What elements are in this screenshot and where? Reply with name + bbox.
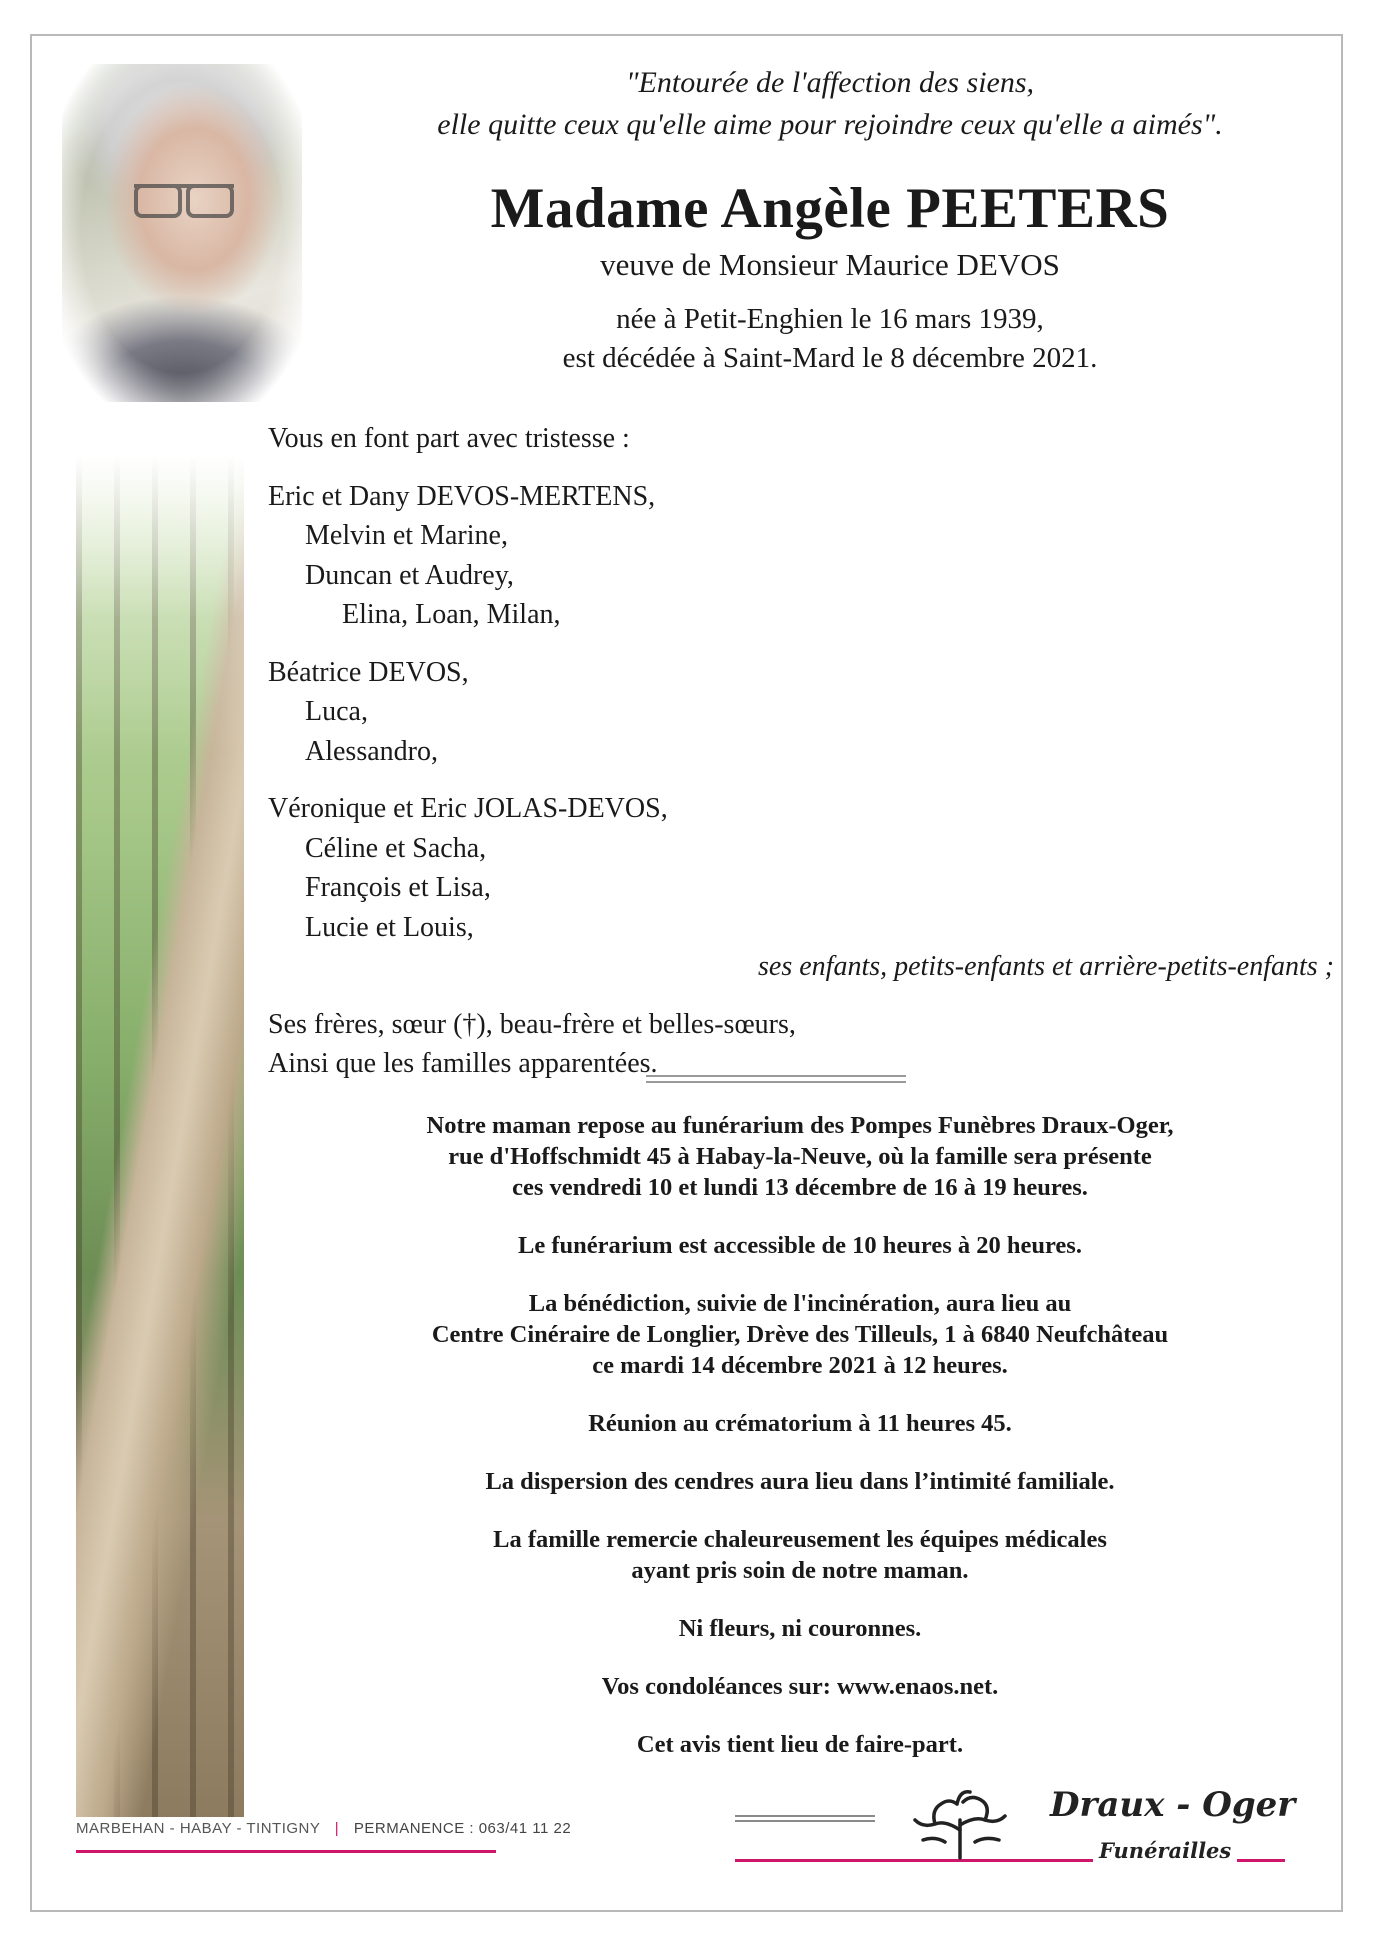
thanks-line: ayant pris soin de notre maman. — [631, 1557, 969, 1584]
family-relation: ses enfants, petits-enfants et arrière-petits-enfants ; — [758, 951, 1334, 982]
footer-contact — [76, 1820, 571, 1837]
deceased-name: Madame Angèle PEETERS — [490, 177, 1170, 240]
family-child: Luca, — [305, 696, 368, 727]
forest-path-image — [76, 456, 244, 1817]
family-intro: Vous en font part avec tristesse : — [268, 423, 630, 454]
family-head: Eric et Dany DEVOS-MERTENS, — [268, 480, 656, 512]
widow-of: veuve de Monsieur Maurice DEVOS — [600, 247, 1060, 282]
quote-line: elle quitte ceux qu'elle aime pour rejoindre ceux qu'elle a aimés". — [437, 108, 1223, 141]
death-line: est décédée à Saint-Mard le 8 décembre 2021. — [562, 342, 1098, 374]
condolences-line: Vos condoléances sur: www.enaos.net. — [601, 1673, 999, 1700]
meeting-line: Réunion au crématorium à 11 heures 45. — [588, 1410, 1012, 1437]
footer-permanence: PERMANENCE : 063/41 11 22 — [353, 1820, 572, 1837]
family-head: Béatrice DEVOS, — [268, 656, 469, 688]
glasses-detail — [134, 184, 234, 218]
footer-locations: MARBEHAN - HABAY - TINTIGNY — [76, 1820, 321, 1837]
portrait-photo — [62, 64, 302, 402]
family-announcement — [268, 419, 1348, 1084]
access-line: Le funérarium est accessible de 10 heures à 20 heures. — [518, 1232, 1082, 1259]
logo-double-rule — [735, 1815, 875, 1822]
epitaph-quote — [330, 62, 1330, 146]
tree-logo-icon — [905, 1780, 1015, 1860]
notice-line: Cet avis tient lieu de faire-part. — [636, 1731, 964, 1758]
brand-name: Draux - Oger — [1050, 1785, 1296, 1825]
family-grandchild: Elina, Loan, Milan, — [342, 599, 561, 630]
family-child: Céline et Sacha, — [305, 832, 487, 864]
family-child: Duncan et Audrey, — [305, 559, 514, 591]
birth-line: née à Petit-Enghien le 16 mars 1939, — [616, 303, 1044, 335]
ceremony-line: Centre Cinéraire de Longlier, Drève des Tilleuls, 1 à 6840 Neufchâteau — [431, 1321, 1169, 1348]
footer-accent-line — [76, 1850, 496, 1853]
siblings-line: Ses frères, sœur (†), beau-frère et belles-sœurs, — [268, 1008, 796, 1040]
life-dates — [330, 300, 1330, 378]
flowers-line: Ni fleurs, ni couronnes. — [678, 1615, 922, 1642]
rest-line: ces vendredi 10 et lundi 13 décembre de 16 à 19 heures. — [512, 1174, 1088, 1201]
family-head: Véronique et Eric JOLAS-DEVOS, — [268, 793, 668, 824]
family-child: Alessandro, — [305, 735, 438, 767]
ceremony-line: ce mardi 14 décembre 2021 à 12 heures. — [592, 1352, 1008, 1379]
brand-subtitle: Funérailles — [1093, 1838, 1237, 1863]
ceremony-line: La bénédiction, suivie de l'incinération, aura lieu au — [528, 1290, 1072, 1317]
quote-line: "Entourée de l'affection des siens, — [625, 66, 1035, 99]
relatives-line: Ainsi que les familles apparentées. — [268, 1048, 658, 1079]
funeral-details — [300, 1110, 1300, 1787]
family-child: François et Lisa, — [305, 872, 491, 903]
rest-line: rue d'Hoffschmidt 45 à Habay-la-Neuve, où la famille sera présente — [448, 1143, 1152, 1170]
family-child: Lucie et Louis, — [305, 911, 474, 943]
ashes-line: La dispersion des cendres aura lieu dans l’intimité familiale. — [485, 1468, 1115, 1495]
rest-line: Notre maman repose au funérarium des Pompes Funèbres Draux-Oger, — [426, 1112, 1174, 1139]
thanks-line: La famille remercie chaleureusement les équipes médicales — [493, 1526, 1107, 1553]
family-child: Melvin et Marine, — [305, 520, 508, 551]
section-divider — [646, 1075, 906, 1083]
footer-separator: | — [334, 1820, 340, 1837]
